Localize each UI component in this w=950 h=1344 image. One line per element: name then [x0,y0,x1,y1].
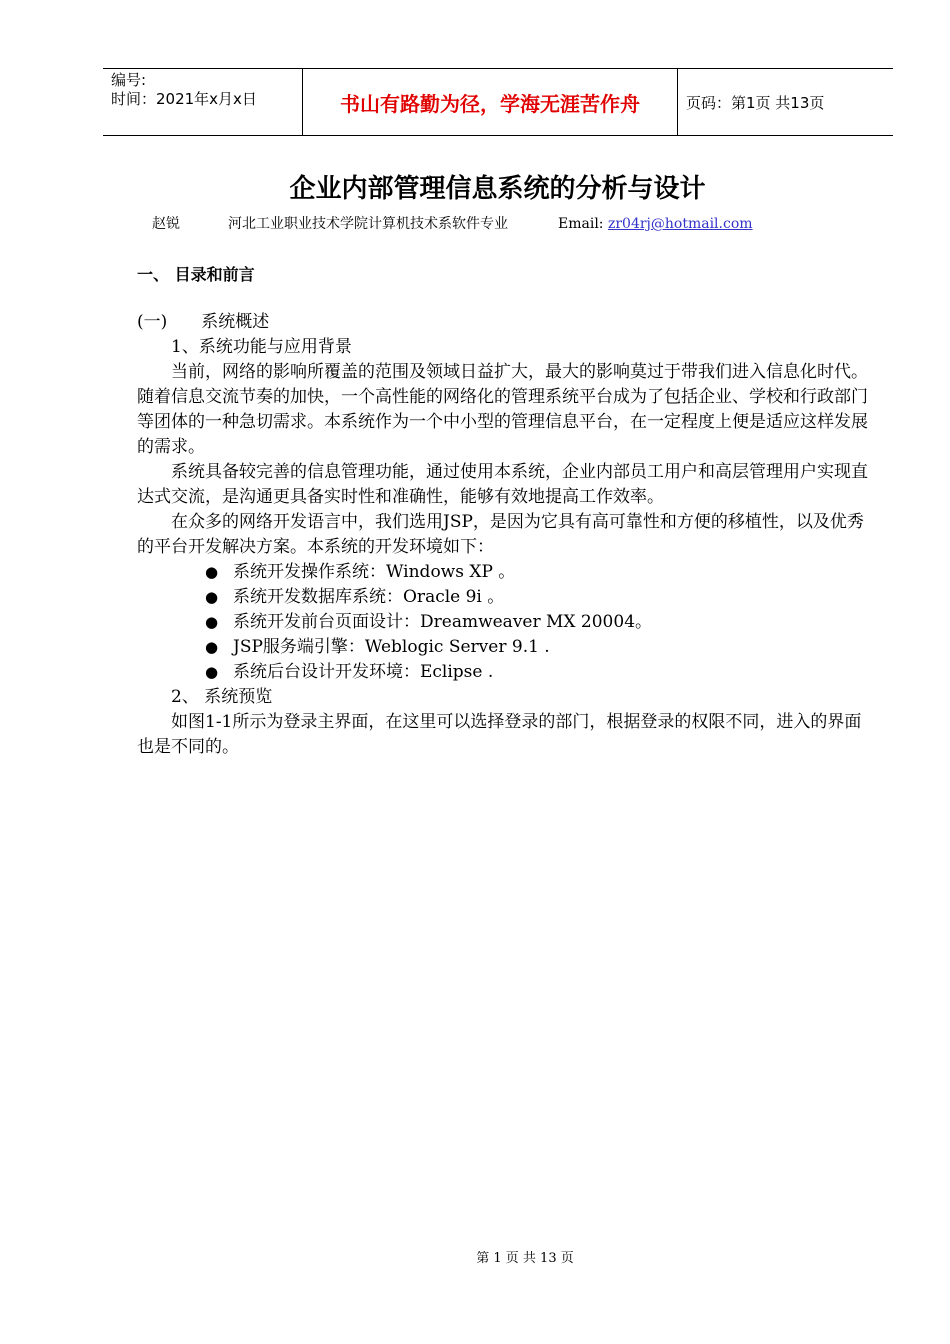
bullet-icon: ● [205,563,219,581]
subsection-heading [137,310,877,335]
list-item [205,560,877,585]
subsection-number: (一) [137,312,168,332]
paragraph-environment: 在众多的网络开发语言中，我们选用JSP，是因为它具有高可靠性和方便的移植性，以及优秀的平台开发解决方案。本系统的开发环境如下： [137,512,864,557]
document-number-label: 编号: [111,71,147,89]
list-item [205,635,877,660]
bullet-icon: ● [205,588,219,606]
document-body [137,310,877,760]
author-affiliation: 河北工业职业技术学院计算机技术系软件专业 [228,216,508,232]
paragraph-preview: 如图1-1所示为登录主界面，在这里可以选择登录的部门，根据登录的权限不同，进入的界面也是不同的。 [137,712,862,757]
paragraph-background: 当前，网络的影响所覆盖的范围及领域日益扩大，最大的影响莫过于带我们进入信息化时代。随着信息交流节奏的加快，一个高性能的网络化的管理系统平台成为了包括企业、学校和行政部门等团体的一种急切需求。本系统作为一个中小型的管理信息平台，在一定程度上便是适应这样发展的需求。 [137,362,868,457]
email-link[interactable]: zr04rj@hotmail.com [607,216,753,232]
paragraph-functions: 系统具备较完善的信息管理功能，通过使用本系统，企业内部员工用户和高层管理用户实现直达式交流，是沟通更具备实时性和准确性，能够有效地提高工作效率。 [137,462,868,507]
author-name: 赵锐 [152,216,180,232]
email-label: Email: [558,216,604,232]
header-left-cell [103,69,303,135]
item1-heading: 1、系统功能与应用背景 [171,337,352,357]
environment-list [137,560,877,685]
list-item [205,610,877,635]
section-heading: 一、 目录和前言 [137,265,255,284]
bullet-icon: ● [205,663,219,681]
list-item [205,660,877,685]
list-item-text: JSP服务端引擎：Weblogic Server 9.1 . [233,637,550,657]
list-item-text: 系统开发数据库系统：Oracle 9i 。 [233,587,505,607]
bullet-icon: ● [205,613,219,631]
document-date-label: 时间：2021年x月x日 [111,90,257,108]
document-header [103,68,893,136]
list-item-text: 系统开发前台页面设计：Dreamweaver MX 20004。 [233,612,653,632]
page-footer: 第 1 页 共 13 页 [476,1251,574,1266]
bullet-icon: ● [205,638,219,656]
list-item-text: 系统后台设计开发环境：Eclipse . [233,662,494,682]
item2-heading: 2、 系统预览 [171,687,273,707]
header-page-label: 页码：第1页 共13页 [686,93,825,112]
list-item [205,585,877,610]
subsection-title: 系统概述 [201,312,270,332]
list-item-text: 系统开发操作系统：Windows XP 。 [233,562,516,582]
header-motto: 书山有路勤为径，学海无涯苦作舟 [303,69,678,135]
document-title: 企业内部管理信息系统的分析与设计 [289,174,706,204]
author-line [152,213,753,233]
